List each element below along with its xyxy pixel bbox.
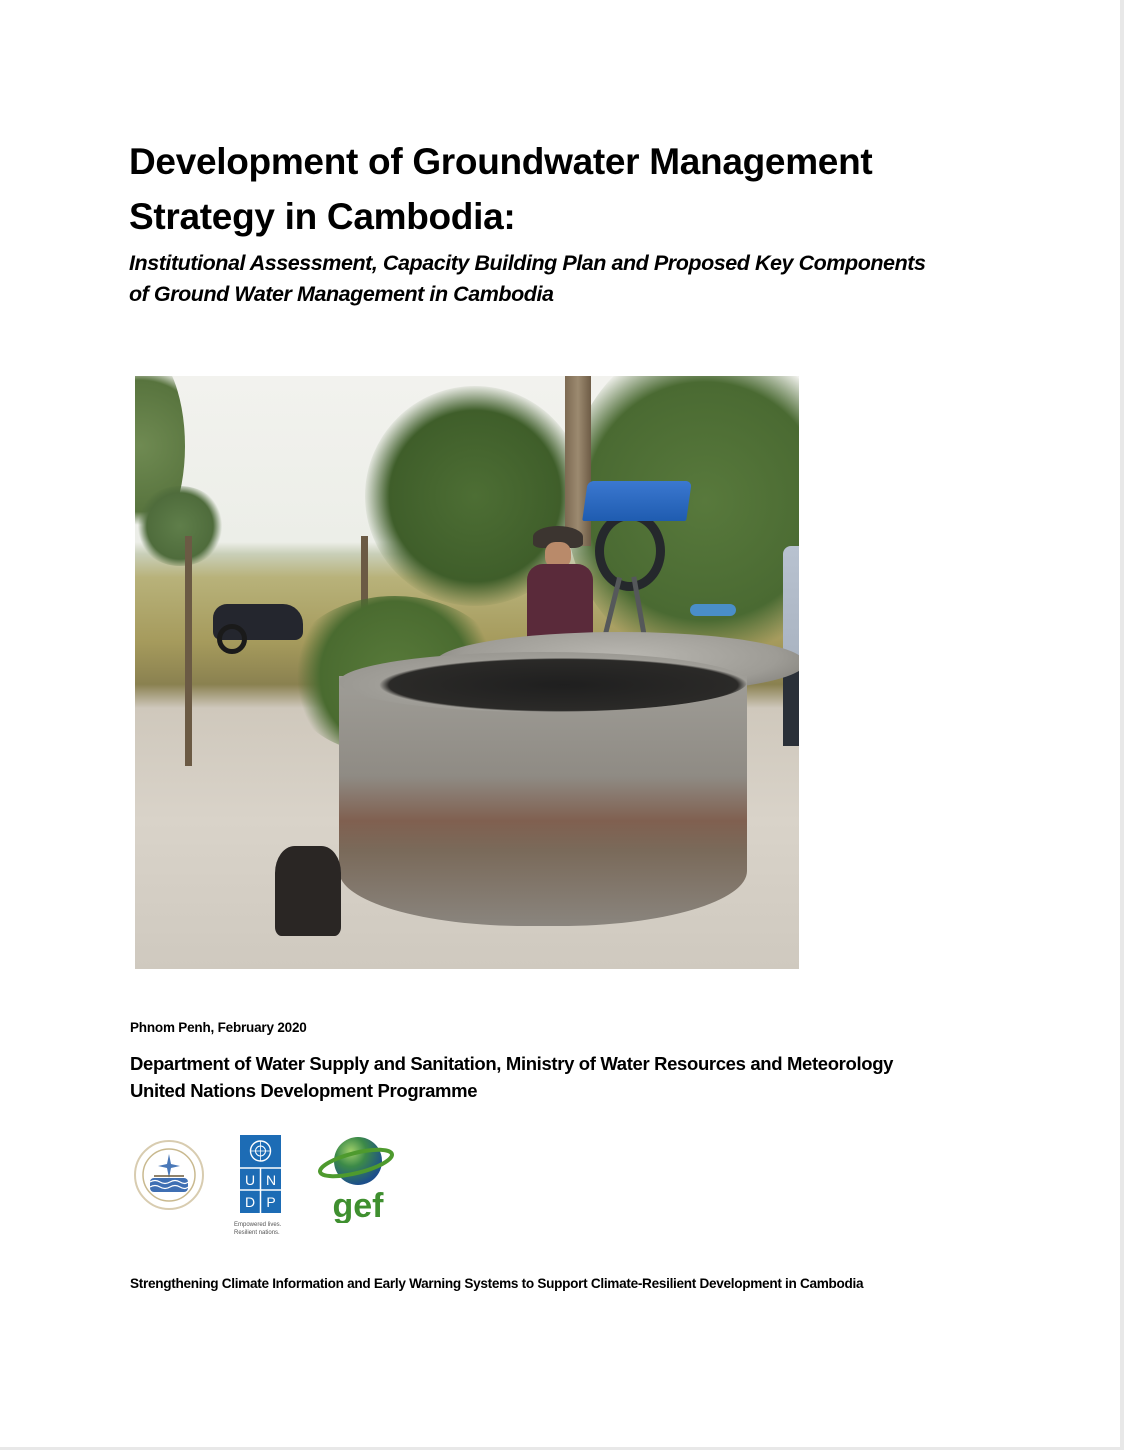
gef-globe-icon <box>316 1133 396 1223</box>
organization-dwss: Department of Water Supply and Sanitation, Ministry of Water Resources and Meteorology <box>130 1053 894 1074</box>
undp-tagline-line-1: Empowered lives. <box>234 1222 282 1228</box>
project-title: Strengthening Climate Information and Early Warning Systems to Support Climate-Resilient Development in Cambodia <box>130 1276 864 1291</box>
well-body <box>339 676 747 926</box>
place-date: Phnom Penh, February 2020 <box>130 1020 307 1035</box>
fence-post <box>185 536 192 766</box>
pump-wheel <box>595 511 665 591</box>
organizations <box>130 1050 893 1104</box>
tree-right <box>565 376 799 666</box>
title-line-1: Development of Groundwater Management <box>129 141 873 182</box>
title-line-2: Strategy in Cambodia: <box>129 196 516 237</box>
ministry-seal-icon <box>136 1142 202 1208</box>
svg-text:U: U <box>244 1172 256 1188</box>
svg-text:N: N <box>265 1172 277 1188</box>
pump-cover <box>582 481 692 521</box>
svg-text:gef: gef <box>332 1187 384 1223</box>
undp-tagline-line-2: Resilient nations. <box>234 1230 280 1236</box>
cover-photo <box>135 376 799 969</box>
svg-text:D: D <box>244 1194 256 1210</box>
tree-distant <box>135 486 225 566</box>
undp-logo <box>240 1135 281 1213</box>
document-subtitle <box>129 248 1009 310</box>
svg-text:P: P <box>266 1194 276 1210</box>
subtitle-line-2: of Ground Water Management in Cambodia <box>129 282 554 306</box>
subtitle-line-1: Institutional Assessment, Capacity Building Plan and Proposed Key Components <box>129 251 926 275</box>
ministry-seal-logo <box>134 1140 204 1210</box>
pump-pipe <box>690 604 736 616</box>
tree-stump <box>275 846 341 936</box>
undp-emblem-icon <box>240 1135 281 1213</box>
undp-tagline <box>234 1221 281 1237</box>
page-frame-gutter <box>1120 0 1124 1450</box>
well-rim <box>339 652 747 712</box>
person-right <box>783 546 799 746</box>
organization-undp: United Nations Development Programme <box>130 1080 478 1101</box>
document-title <box>129 134 1029 244</box>
motorbike-wheel <box>217 624 247 654</box>
gef-logo <box>316 1133 396 1223</box>
